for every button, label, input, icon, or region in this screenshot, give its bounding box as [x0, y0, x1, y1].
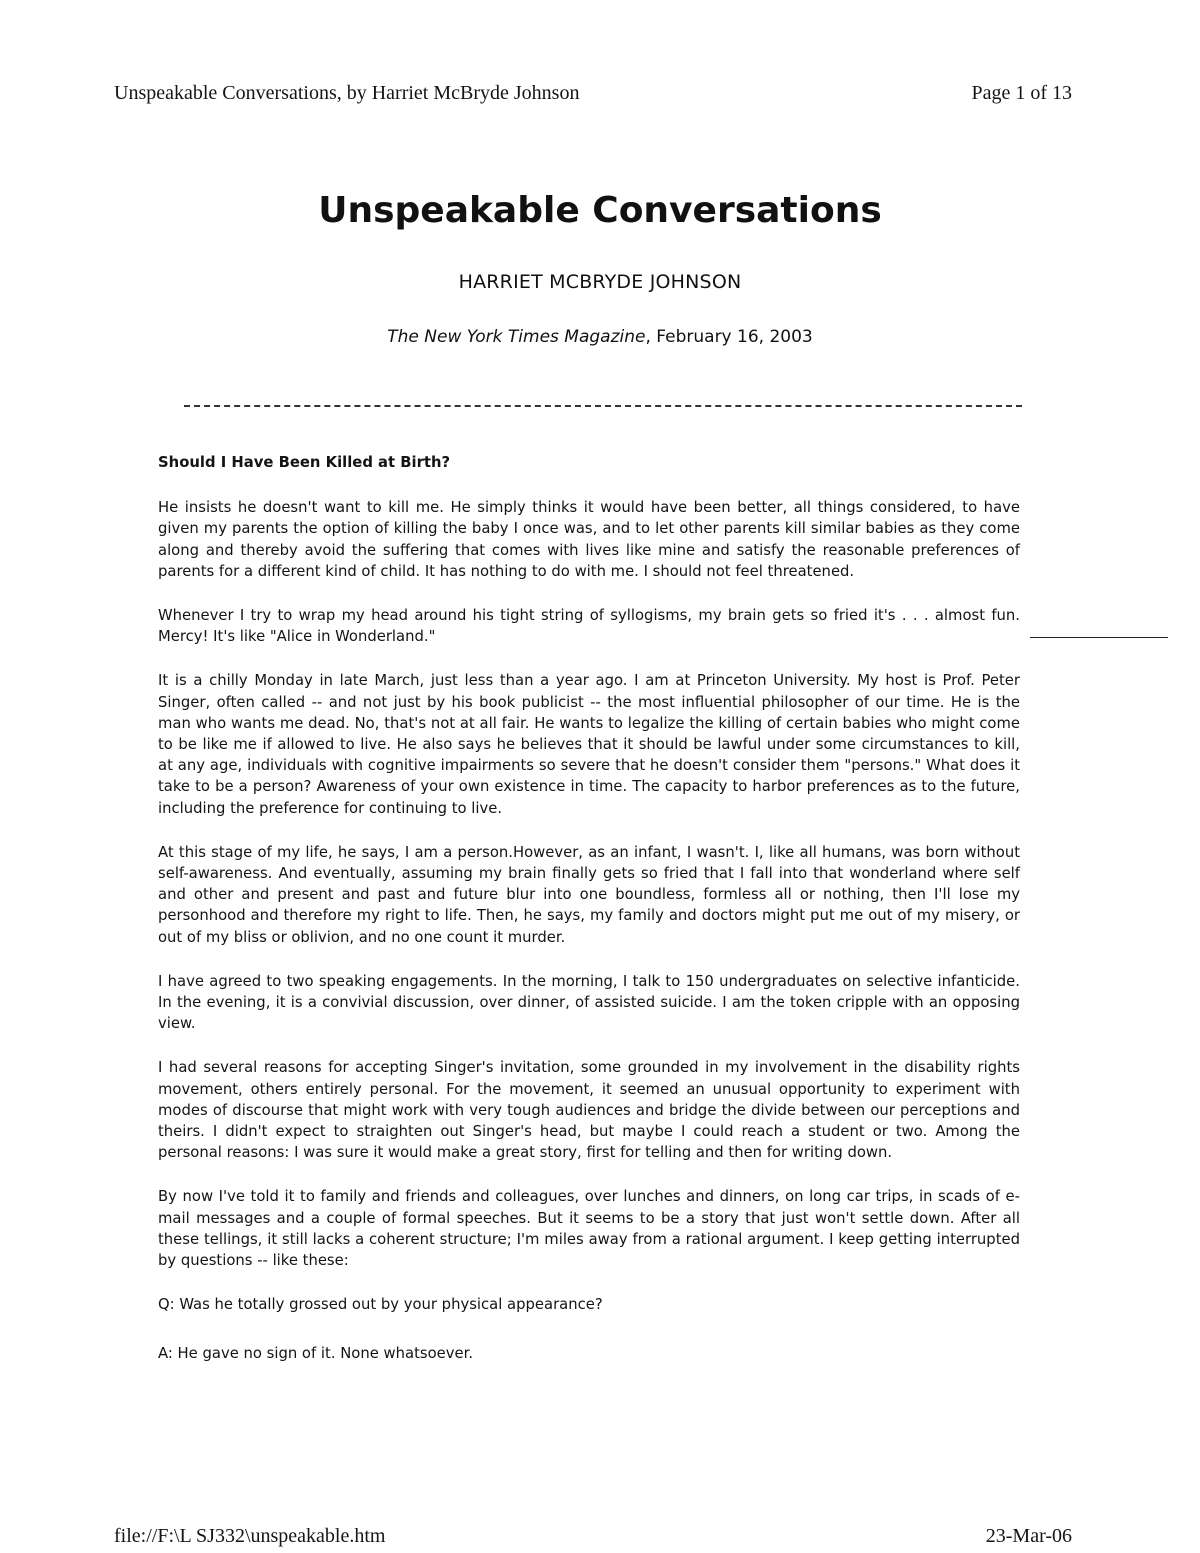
answer-line: A: He gave no sign of it. None whatsoever. — [158, 1344, 474, 1362]
paragraph: Whenever I try to wrap my head around his tight string of syllogisms, my brain gets so fried it's . . . almost fun. Mercy! It's like "Alice in Wonderland." — [158, 607, 1020, 646]
print-header-title: Unspeakable Conversations, by Harriet McBryde Johnson — [114, 82, 580, 104]
article-title: Unspeakable Conversations — [318, 190, 882, 231]
paragraph: I have agreed to two speaking engagements. In the morning, I talk to 150 undergraduates on selective infanticide. In the evening, it is a convivial discussion, over dinner, of assisted suicide. I am the token cripple with an opposing view. — [158, 972, 1020, 1033]
question-line: Q: Was he totally grossed out by your physical appearance? — [158, 1296, 603, 1314]
publication-date: , February 16, 2003 — [645, 327, 813, 347]
print-header — [114, 82, 1072, 105]
print-date: 23-Mar-06 — [985, 1525, 1072, 1547]
section-heading: Should I Have Been Killed at Birth? — [158, 454, 451, 471]
article-body — [158, 452, 1020, 1391]
paragraph: At this stage of my life, he says, I am a person.However, as an infant, I wasn't. I, like all humans, was born without self-awareness. And eventually, assuming my brain finally gets so fried that I fall into that wonderland where self and other and present and past and future blur into one boundless, formless all or nothing, then I'll lose my personhood and therefore my right to life. Then, he says, my family and doctors might put me out of my misery, or out of my bliss or oblivion, and no one count it murder. — [158, 843, 1020, 946]
print-footer — [114, 1525, 1072, 1548]
publication-name: The New York Times Magazine — [387, 327, 646, 347]
divider-rule — [184, 405, 1022, 407]
article-author: HARRIET MCBRYDE JOHNSON — [458, 271, 742, 293]
article-source — [0, 327, 1200, 347]
scan-artifact-line — [1030, 637, 1168, 638]
paragraph: By now I've told it to family and friends and colleagues, over lunches and dinners, on long car trips, in scads of e-mail messages and a couple of formal speeches. But it seems to be a story that just won't settle down. After all these tellings, it still lacks a coherent structure; I'm miles away from a rational argument. I keep getting interrupted by questions -- like these: — [158, 1188, 1020, 1270]
paragraph: I had several reasons for accepting Singer's invitation, some grounded in my involvement in the disability rights movement, others entirely personal. For the movement, it seemed an unusual opportunity to experiment with modes of discourse that might work with very tough audiences and bridge the divide between our perceptions and theirs. I didn't expect to straighten out Singer's head, but maybe I could reach a student or two. Among the personal reasons: I was sure it would make a great story, first for telling and then for writing down. — [158, 1059, 1020, 1162]
file-path: file://F:\L SJ332\unspeakable.htm — [114, 1525, 386, 1547]
page-number: Page 1 of 13 — [971, 82, 1072, 104]
paragraph: He insists he doesn't want to kill me. He simply thinks it would have been better, all things considered, to have given my parents the option of killing the baby I once was, and to let other parents kill similar babies as they come along and thereby avoid the suffering that comes with lives like mine and satisfy the reasonable preferences of parents for a different kind of child. It has nothing to do with me. I should not feel threatened. — [158, 499, 1020, 580]
paragraph: It is a chilly Monday in late March, just less than a year ago. I am at Princeton University. My host is Prof. Peter Singer, often called -- and not just by his book publicist -- the most influential philosopher of our time. He is the man who wants me dead. No, that's not at all fair. He wants to legalize the killing of certain babies who might come to be like me if allowed to live. He also says he believes that it should be lawful under some circumstances to kill, at any age, individuals with cognitive impairments so severe that he doesn't consider them "persons." What does it take to be a person? Awareness of your own existence in time. The capacity to harbor preferences as to the future, including the preference for continuing to live. — [158, 672, 1020, 817]
